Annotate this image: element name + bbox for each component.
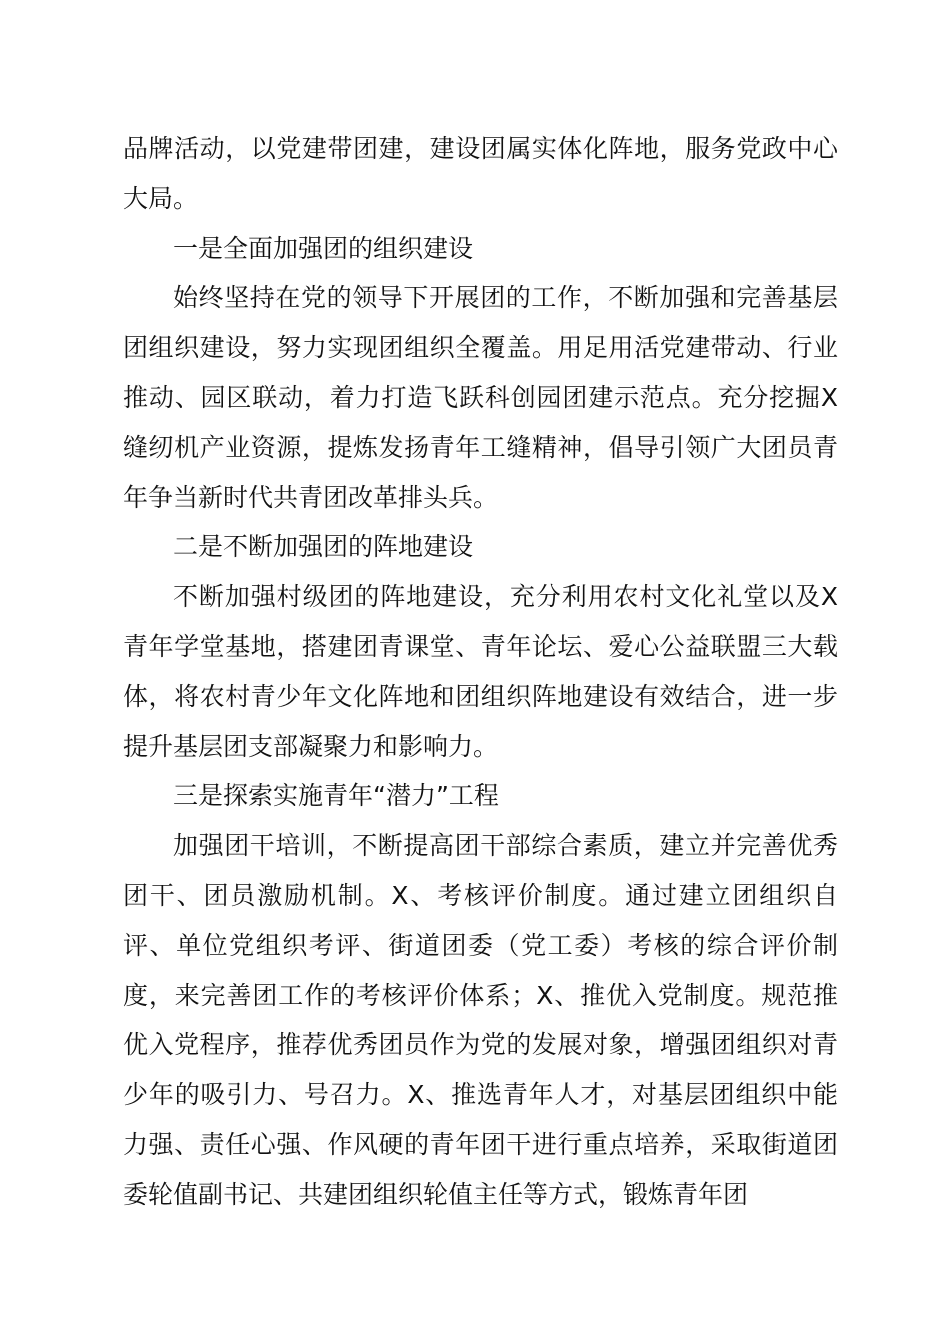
paragraph-potential: 加强团干培训，不断提高团干部综合素质，建立并完善优秀团干、团员激励机制。X、考核评价制度。通过建立团组织自评、单位党组织考评、街道团委（党工委）考核的综合评价制度，来完善团工作的考核评价体系；X、推优入党制度。规范推优入党程序，推荐优秀团员作为党的发展对象，增强团组织对青少年的吸引力、号召力。X、推选青年人才，对基层团组织中能力强、责任心强、作风硬的青年团干进行重点培养，采取街道团委轮值副书记、共建团组织轮值主任等方式，锻炼青年团 [123, 831, 838, 1209]
document-body [123, 124, 838, 1220]
section-heading-potential: 三是探索实施青年“潜力”工程 [173, 781, 499, 811]
paragraph-continuation: 品牌活动，以党建带团建，建设团属实体化阵地，服务党政中心大局。 [123, 134, 838, 213]
paragraph-organization: 始终坚持在党的领导下开展团的工作，不断加强和完善基层团组织建设，努力实现团组织全覆盖。用足用活党建带动、行业推动、园区联动，着力打造飞跃科创园团建示范点。充分挖掘X缝纫机产业资源，提炼发扬青年工缝精神，倡导引领广大团员青年争当新时代共青团改革排头兵。 [123, 283, 838, 512]
section-heading-organization: 一是全面加强团的组织建设 [173, 233, 474, 263]
paragraph-position: 不断加强村级团的阵地建设，充分利用农村文化礼堂以及X青年学堂基地，搭建团青课堂、青年论坛、爱心公益联盟三大载体，将农村青少年文化阵地和团组织阵地建设有效结合，进一步提升基层团支部凝聚力和影响力。 [123, 582, 838, 761]
section-heading-position: 二是不断加强团的阵地建设 [173, 532, 474, 562]
